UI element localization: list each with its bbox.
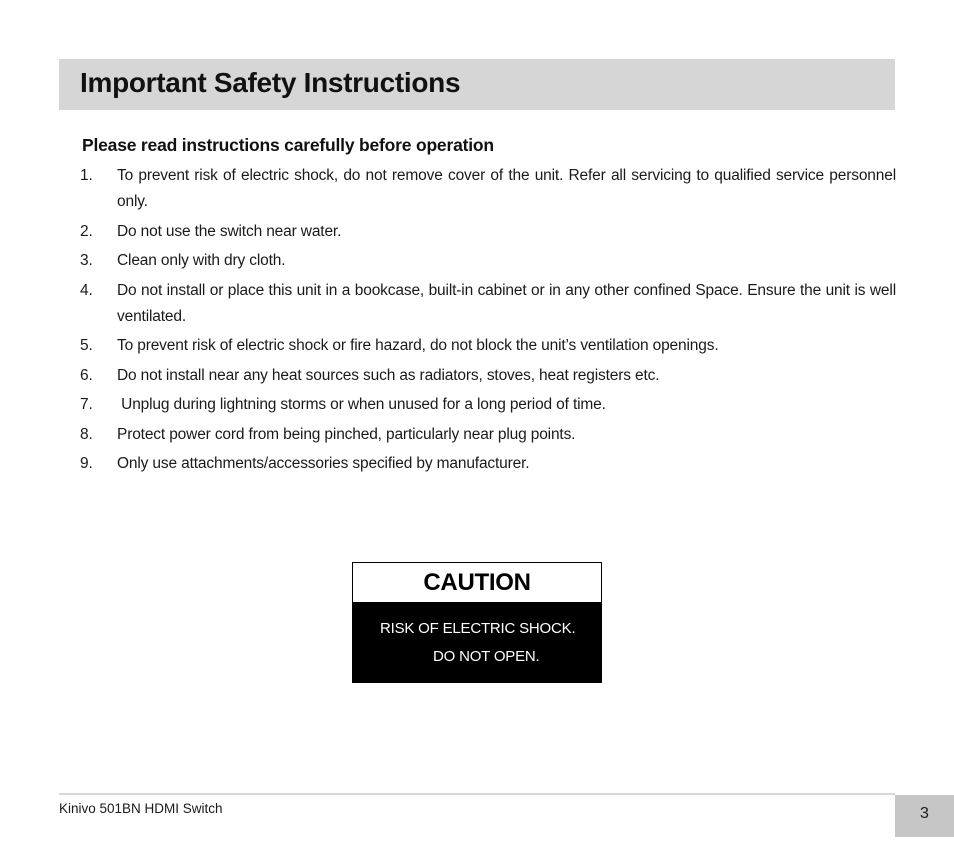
footer-product-name: Kinivo 501BN HDMI Switch: [59, 801, 223, 816]
caution-label: [352, 562, 602, 683]
list-item-number: 6.: [80, 366, 93, 384]
list-item: [80, 333, 896, 359]
section-subheading: Please read instructions carefully before operation: [82, 135, 494, 155]
list-item: [80, 422, 896, 448]
title-bar: [59, 59, 895, 110]
list-item-number: 9.: [80, 455, 93, 472]
page-title: Important Safety Instructions: [80, 67, 461, 98]
list-item: [80, 363, 896, 389]
list-item: [80, 248, 896, 274]
list-item-text: To prevent risk of electric shock or fire hazard, do not block the unit’s ventilation openings.: [117, 337, 719, 354]
caution-warning-panel: [353, 603, 601, 682]
list-item: [80, 163, 896, 215]
list-item-text: Protect power cord from being pinched, particularly near plug points.: [117, 425, 576, 443]
list-item-number: 4.: [80, 281, 93, 299]
page-number: 3: [920, 805, 929, 822]
list-item-text: Do not install near any heat sources such as radiators, stoves, heat registers etc.: [117, 366, 660, 384]
list-item-number: 5.: [80, 337, 93, 354]
list-item-text: Do not use the switch near water.: [117, 222, 342, 240]
list-item: [80, 278, 896, 330]
caution-heading: CAUTION: [353, 563, 601, 603]
list-item-text: Unplug during lightning storms or when unused for a long period of time.: [117, 396, 606, 413]
list-item-number: 7.: [80, 396, 93, 413]
list-item-text: Only use attachments/accessories specified by manufacturer.: [117, 455, 530, 472]
list-item: [80, 392, 896, 418]
list-item: [80, 219, 896, 245]
caution-warning-line-1: RISK OF ELECTRIC SHOCK.: [380, 620, 576, 637]
footer-divider: [59, 793, 895, 795]
caution-warning-line-2: DO NOT OPEN.: [433, 648, 540, 665]
list-item: [80, 451, 896, 477]
list-item-text: Do not install or place this unit in a bookcase, built-in cabinet or in any other confined Space. Ensure the unit is well ventilated.: [117, 281, 896, 325]
list-item-number: 2.: [80, 222, 93, 240]
list-item-number: 8.: [80, 425, 93, 443]
safety-instructions-list: [80, 163, 896, 481]
list-item-text: To prevent risk of electric shock, do not remove cover of the unit. Refer all servicing to qualified service personnel only.: [117, 167, 896, 210]
list-item-text: Clean only with dry cloth.: [117, 252, 286, 269]
list-item-number: 3.: [80, 252, 93, 269]
page-number-badge: [895, 795, 954, 837]
list-item-number: 1.: [80, 167, 93, 184]
